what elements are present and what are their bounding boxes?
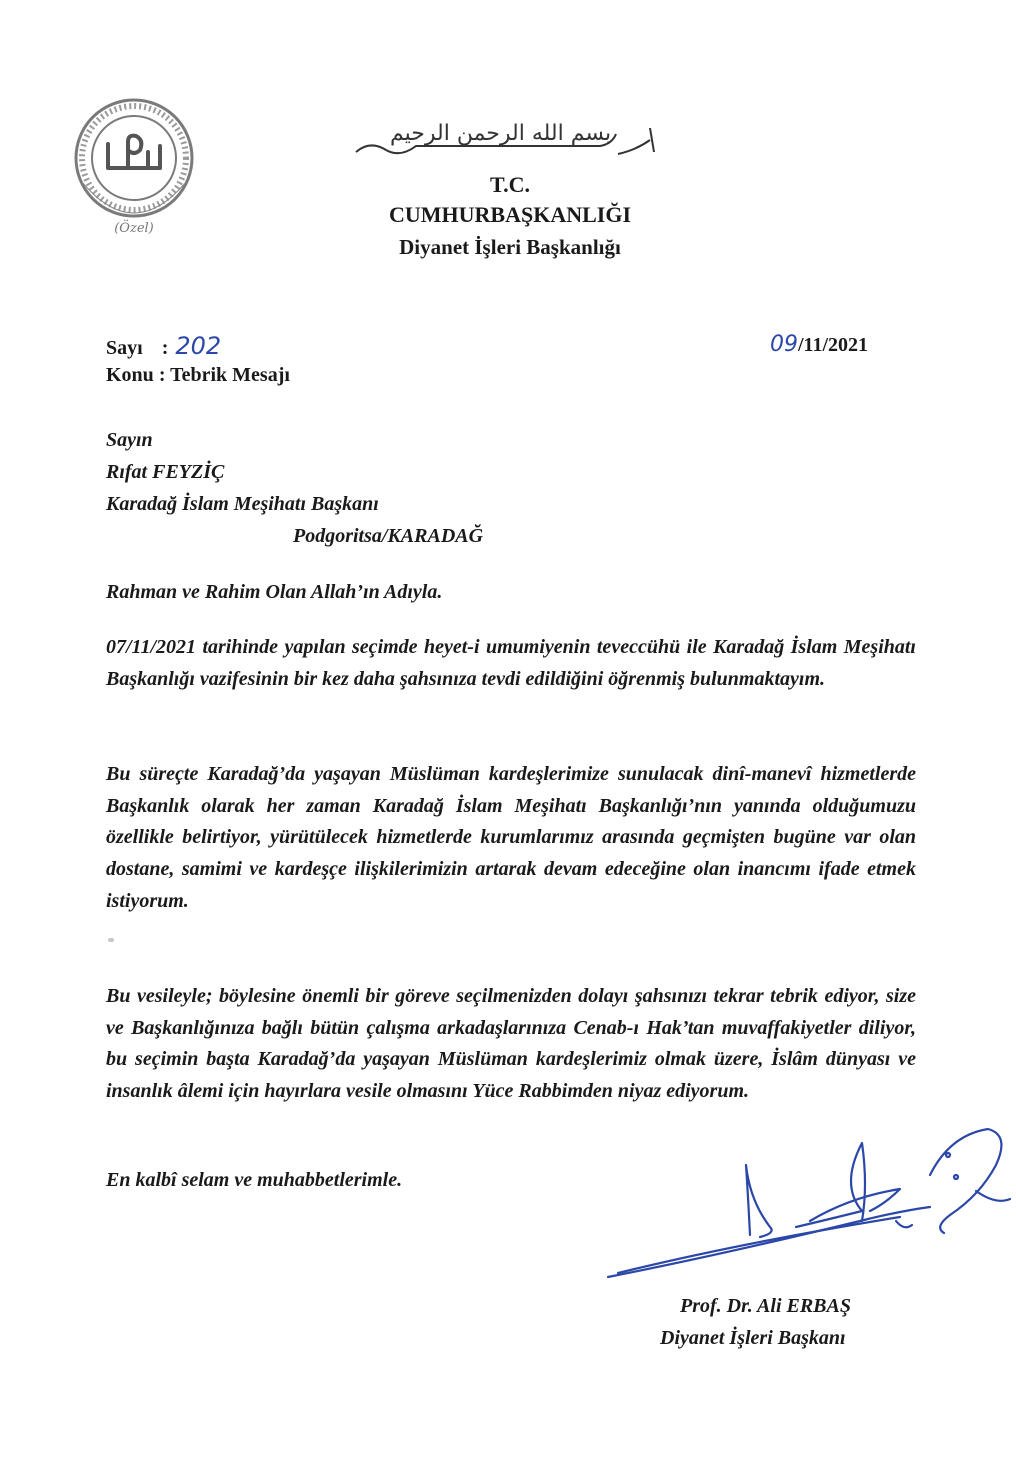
- addressee-location: Podgoritsa/KARADAĞ: [293, 525, 484, 547]
- paragraph-3: Bu vesileyle; böylesine önemli bir göreve seçilmenizden dolayı şahsınızı tekrar tebrik ediyor, size ve Başkanlığınıza bağlı bütün çalışma arkadaşlarınıza Cenab-ı Hak’tan muvaffakiyetler diliyor, bu seçimin başta Karadağ’da yaşayan Müslüman kardeşlerimiz olmak üzere, İslâm dünyası ve insanlık âlemi için hayırlara vesile olmasını Yüce Rabbimden niyaz ediyorum.: [106, 985, 916, 1103]
- addressee-name: Rıfat FEYZİÇ: [106, 461, 225, 483]
- konu-line: [106, 364, 290, 387]
- paragraph-2: Bu süreçte Karadağ’da yaşayan Müslüman kardeşlerimize sunulacak dinî-manevî hizmetlerde Başkanlık olarak her zaman Karadağ İslam Meşihatı Başkanlığı’nın yanında olduğumuzu özellikle belirtiyor, yürütülecek hizmetlerde kurumlarımız arasında geçmişten bugüne var olan dostane, samimi ve kardeşçe ilişkilerimizin artarak devam edeceğine olan inancımı ifade etmek istiyorum.: [106, 763, 916, 912]
- signatory-title: Diyanet İşleri Başkanı: [660, 1327, 846, 1349]
- date-month-year: /11/2021: [798, 334, 869, 356]
- addressee-title: Karadağ İslam Meşihatı Başkanı: [106, 493, 379, 515]
- addressee-salutation: Sayın: [106, 429, 153, 451]
- sayi-line: [106, 332, 221, 360]
- closing-line: En kalbî selam ve muhabbetlerimle.: [106, 1169, 403, 1191]
- basmala-text: بسم الله الرحمن الرحيم: [390, 121, 612, 146]
- signatory-name: Prof. Dr. Ali ERBAŞ: [680, 1295, 851, 1317]
- sayi-value: 202: [175, 332, 222, 360]
- paragraph-1: 07/11/2021 tarihinde yapılan seçimde heyet-i umumiyenin teveccühü ile Karadağ İslam Meşihatı Başkanlığı vazifesinin bir kez daha şahsınıza tevdi edildiğini öğrenmiş bulunmaktayım.: [106, 636, 916, 690]
- seal-subtitle: (Özel): [114, 221, 154, 236]
- basmala-calligraphy: [350, 110, 670, 168]
- date: [770, 332, 868, 357]
- header-tc: T.C.: [490, 172, 530, 197]
- header-directorate: Diyanet İşleri Başkanlığı: [399, 235, 621, 259]
- seal-logo: [68, 94, 204, 244]
- date-day: 09: [770, 332, 798, 357]
- konu-label: Konu: [106, 364, 154, 386]
- scan-mark: [108, 938, 114, 942]
- konu-value: : Tebrik Mesajı: [158, 364, 290, 386]
- sayi-label: Sayı: [106, 337, 143, 359]
- header-presidency: CUMHURBAŞKANLIĞI: [388, 202, 632, 227]
- sayi-separator: :: [161, 337, 169, 359]
- handwritten-signature: [600, 1125, 1016, 1290]
- opening-line: Rahman ve Rahim Olan Allah’ın Adıyla.: [106, 581, 443, 603]
